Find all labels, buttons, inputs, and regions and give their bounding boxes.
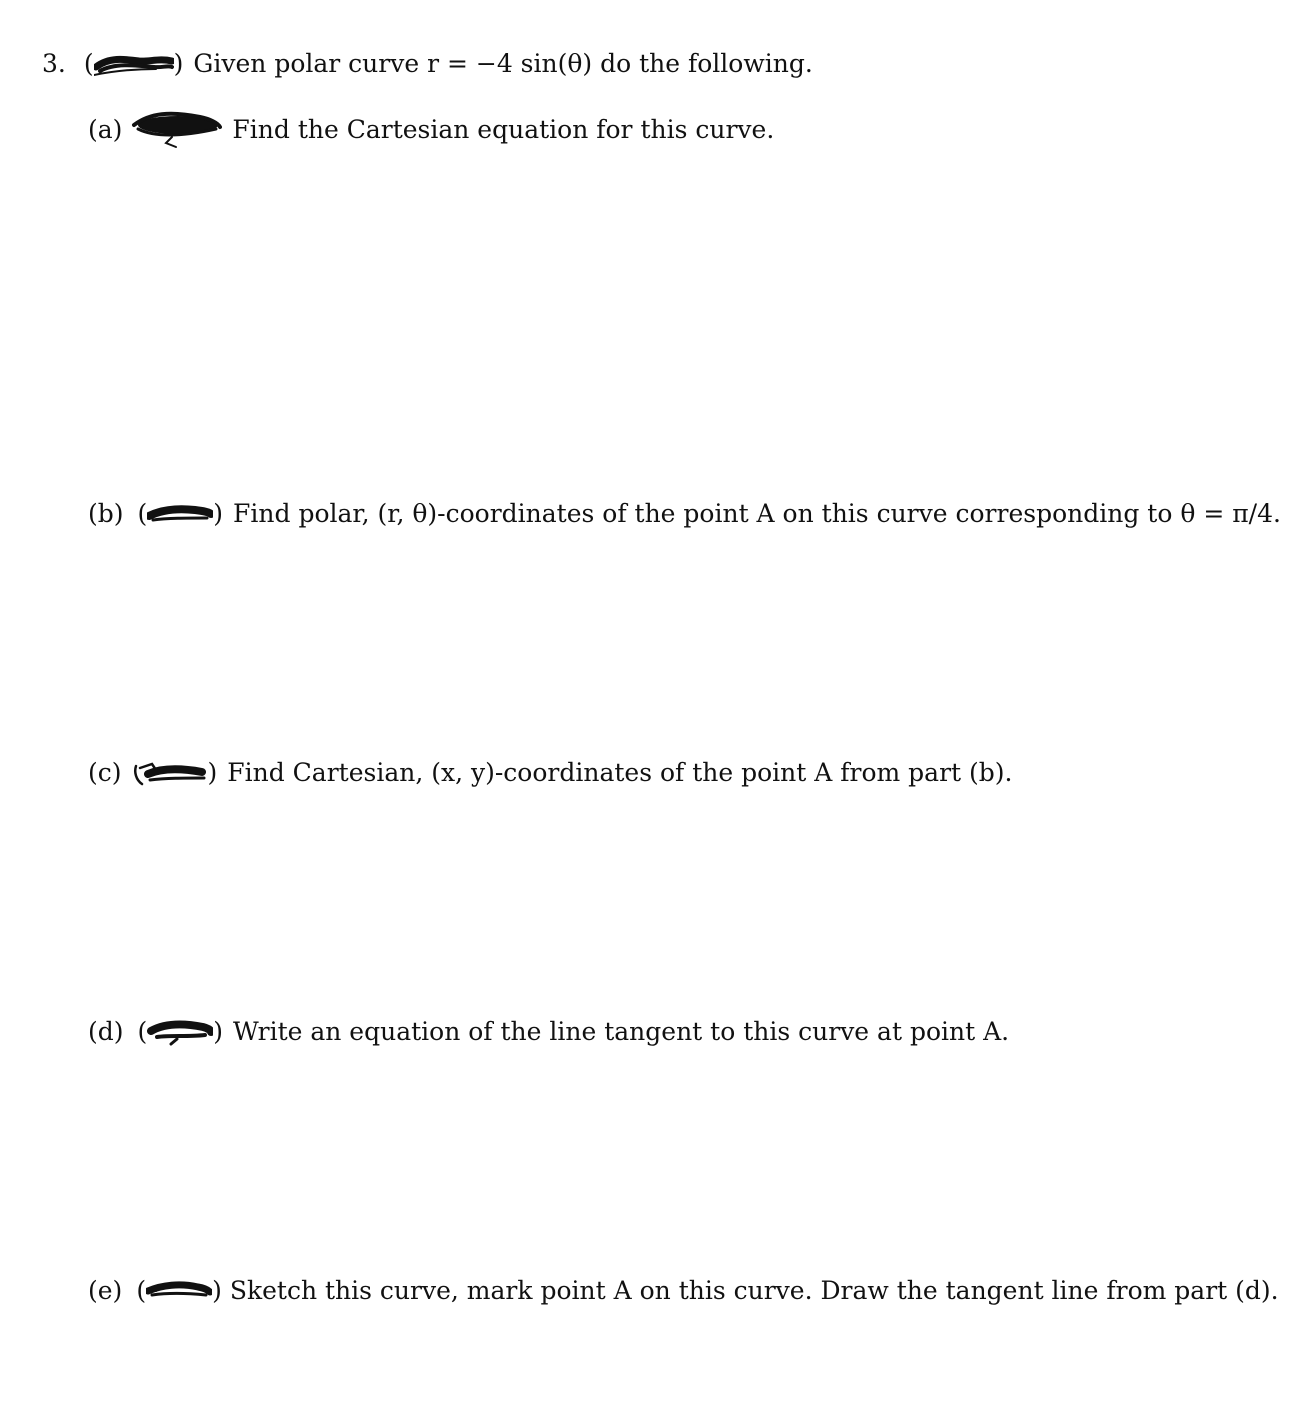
redaction-scribble [147,1017,213,1047]
part-e-open-paren: ( [136,1276,147,1305]
part-e-text: Sketch this curve, mark point A on this curve. Draw the tangent line from part (d). [229,1276,1279,1305]
part-b-label: (b) [88,499,124,528]
part-d [88,1016,1009,1048]
problem-number: 3. [42,49,66,78]
points-open-paren: ( [83,49,94,78]
points-close-paren: ) [173,49,184,78]
redaction-scribble [146,1277,212,1305]
part-a [88,109,774,151]
part-d-text: Write an equation of the line tangent to this curve at point A. [233,1017,1010,1046]
part-e [88,1275,1279,1307]
part-c-close-paren: ) [207,758,218,787]
part-c-text: Find Cartesian, (x, y)-coordinates of the point A from part (b). [227,758,1013,787]
problem-header [42,48,813,80]
part-d-label: (d) [88,1017,124,1046]
part-e-close-paren: ) [212,1276,222,1305]
part-c [88,757,1012,789]
redaction-scribble [94,49,174,79]
part-b [88,498,1281,530]
part-c-label: (c) [88,758,122,787]
redaction-scribble [130,109,222,151]
part-a-text: Find the Cartesian equation for this curve. [232,115,775,144]
part-b-close-paren: ) [213,499,224,528]
part-b-open-paren: ( [137,499,148,528]
problem-statement: Given polar curve r = −4 sin(θ) do the following. [193,49,813,78]
part-d-open-paren: ( [137,1017,148,1046]
part-d-close-paren: ) [213,1017,224,1046]
part-b-text: Find polar, (r, θ)-coordinates of the point A on this curve corresponding to θ = π/4. [233,499,1281,528]
redaction-scribble [147,500,213,528]
part-a-label: (a) [88,115,123,144]
part-e-label: (e) [88,1276,123,1305]
redaction-scribble [132,758,208,788]
